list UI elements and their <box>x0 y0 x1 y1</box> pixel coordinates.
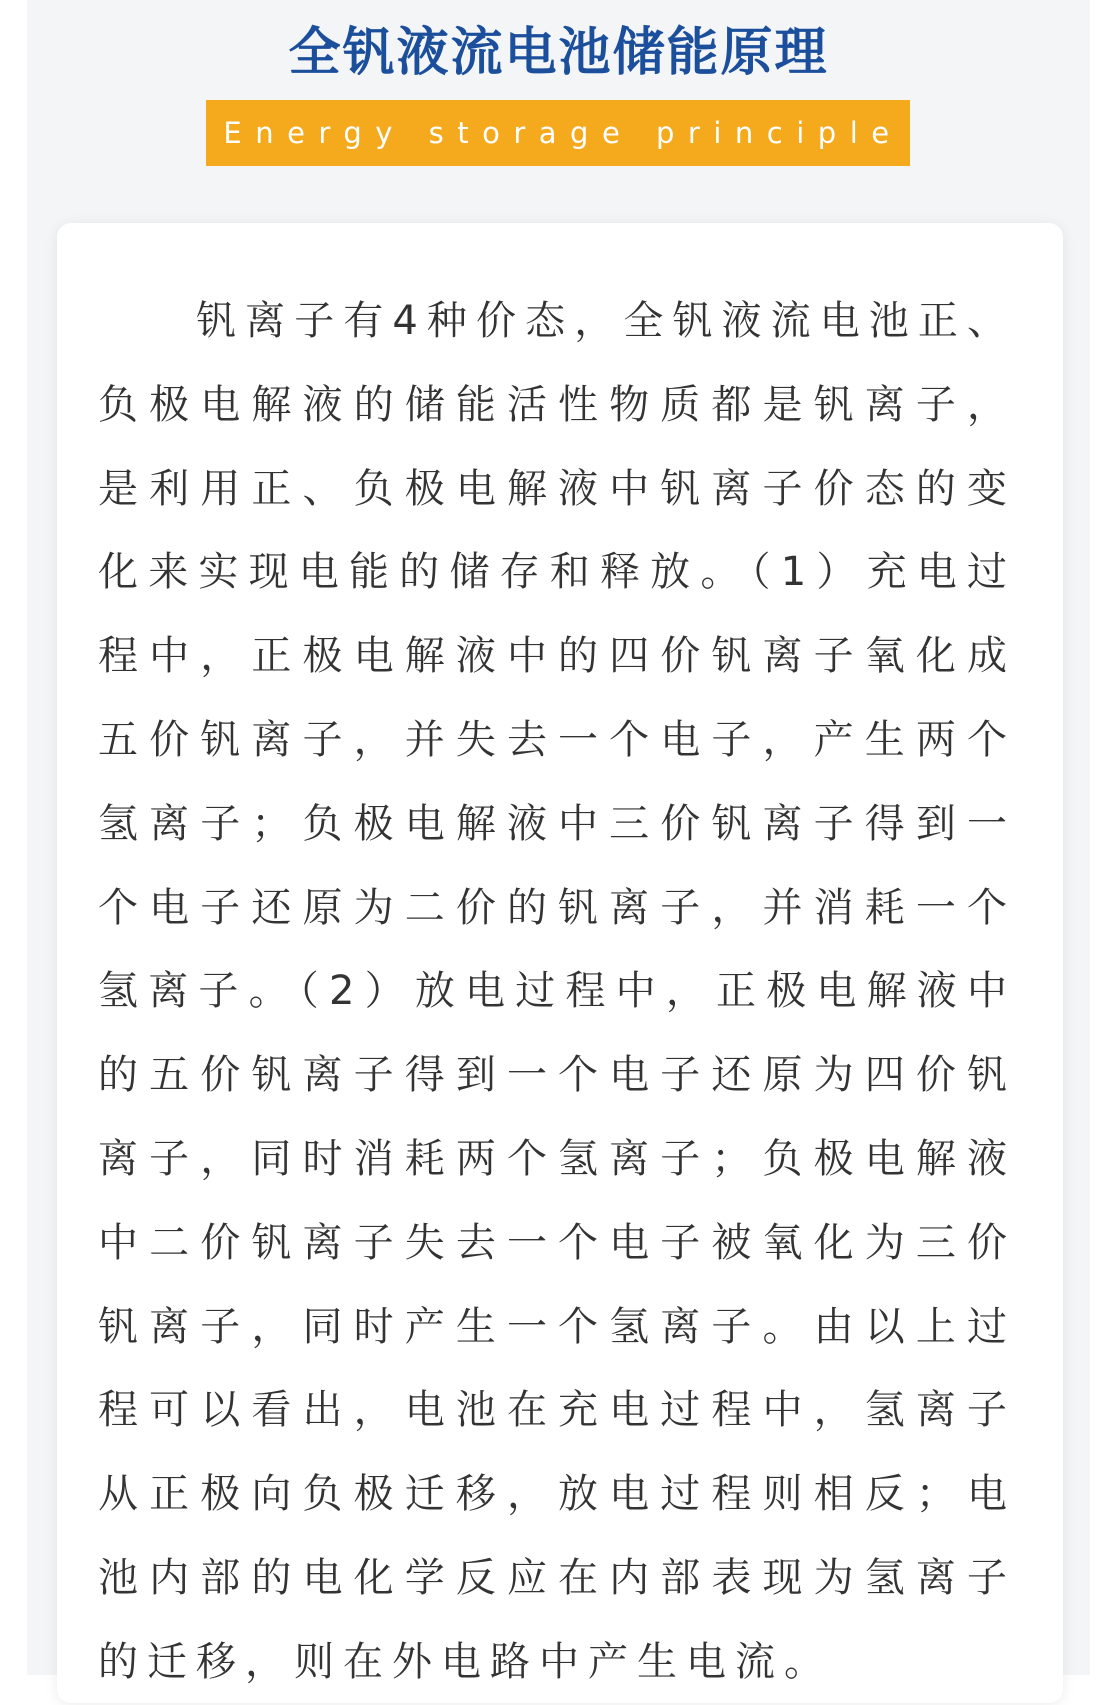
page-title: 全钒液流电池储能原理 <box>288 23 829 83</box>
body-paragraph: 钒离子有4种价态，全钒液流电池正、负极电解液的储能活性物质都是钒离子，是利用正、负极电解液中钒离子价态的变化来实现电能的储存和释放。（1）充电过程中，正极电解液中的四价钒离子氧化成五价钒离子，并失去一个电子，产生两个氢离子；负极电解液中三价钒离子得到一个电子还原为二价的钒离子，并消耗一个氢离子。（2）放电过程中，正极电解液中的五价钒离子得到一个电子还原为四价钒离子，同时消耗两个氢离子；负极电解液中二价钒离子失去一个电子被氧化为三价钒离子，同时产生一个氢离子。由以上过程可以看出，电池在充电过程中，氢离子从正极向负极迁移，放电过程则相反；电池内部的电化学反应在内部表现为氢离子的迁移，则在外电路中产生电流。 <box>98 298 1016 1685</box>
subtitle-text: Energy storage principle <box>223 116 903 150</box>
subtitle-banner <box>206 100 910 166</box>
